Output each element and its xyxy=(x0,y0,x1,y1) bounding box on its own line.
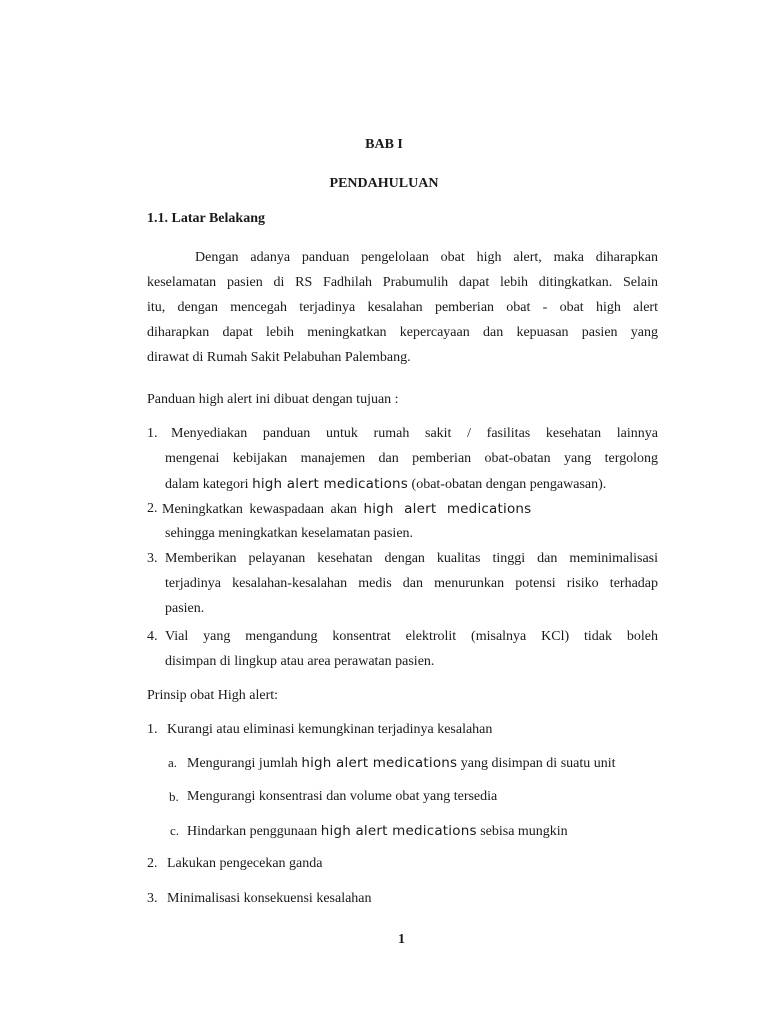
purpose-1-line-2: mengenai kebijakan manajemen dan pemberian obat-obatan yang tergolong xyxy=(165,451,658,466)
purpose-3-number: 3. xyxy=(147,551,158,566)
intro-line-2: keselamatan pasien di RS Fadhilah Prabumulih dapat lebih ditingkatkan. Selain xyxy=(147,275,658,290)
purpose-2-number: 2. xyxy=(147,501,158,516)
purpose-1-text-end: (obat-obatan dengan pengawasan). xyxy=(408,477,607,492)
principle-2-number: 2. xyxy=(147,856,158,871)
principle-1c-text: Hindarkan penggunaan xyxy=(187,824,321,839)
section-heading: 1.1. Latar Belakang xyxy=(147,211,265,226)
principle-1c xyxy=(187,821,568,841)
purpose-1-number: 1. xyxy=(147,426,158,441)
principle-3-number: 3. xyxy=(147,891,158,906)
principle-1a-text: Mengurangi jumlah xyxy=(187,756,302,771)
intro-line-4: diharapkan dapat lebih meningkatkan kepercayaan dan kepuasan pasien yang xyxy=(147,325,658,340)
purpose-2-highlight: high alert medications xyxy=(363,501,532,517)
principle-1b-marker: b. xyxy=(169,789,179,804)
principle-1a-highlight: high alert medications xyxy=(301,755,458,771)
principle-1b-text: Mengurangi konsentrasi dan volume obat yang tersedia xyxy=(187,789,498,804)
purpose-4-line-2: disimpan di lingkup atau area perawatan pasien. xyxy=(165,654,435,669)
intro-line-1: Dengan adanya panduan pengelolaan obat high alert, maka diharapkan xyxy=(195,250,658,265)
principle-1a-text-end: yang disimpan di suatu unit xyxy=(457,756,616,771)
purpose-1-line-3 xyxy=(165,474,606,494)
principle-3-text: Minimalisasi konsekuensi kesalahan xyxy=(167,891,372,906)
purpose-2-line-1 xyxy=(162,499,531,519)
chapter-title: PENDAHULUAN xyxy=(329,176,439,191)
purpose-4-line-1: Vial yang mengandung konsentrat elektrolit (misalnya KCl) tidak boleh xyxy=(165,629,658,644)
principle-1a-marker: a. xyxy=(168,755,178,770)
purpose-1-highlight: high alert medications xyxy=(252,476,409,492)
principle-1c-highlight: high alert medications xyxy=(320,823,477,839)
purpose-3-line-3: pasien. xyxy=(165,601,205,616)
intro-line-5: dirawat di Rumah Sakit Pelabuhan Palembang. xyxy=(147,350,411,365)
purpose-2-line-2: sehingga meningkatkan keselamatan pasien. xyxy=(165,526,414,541)
purpose-3-line-2: terjadinya kesalahan-kesalahan medis dan menurunkan potensi risiko terhadap xyxy=(165,576,658,591)
principle-2-text: Lakukan pengecekan ganda xyxy=(167,856,323,871)
purpose-1-text: dalam kategori xyxy=(165,477,253,492)
principles-intro: Prinsip obat High alert: xyxy=(147,688,279,703)
intro-line-3: itu, dengan mencegah terjadinya kesalahan pemberian obat - obat high alert xyxy=(147,300,658,315)
purpose-3-line-1: Memberikan pelayanan kesehatan dengan kualitas tinggi dan meminimalisasi xyxy=(165,551,658,566)
purpose-intro: Panduan high alert ini dibuat dengan tujuan : xyxy=(147,392,399,407)
principle-1c-text-end: sebisa mungkin xyxy=(476,824,568,839)
page-number: 1 xyxy=(398,932,405,947)
purpose-2-text: Meningkatkan kewaspadaan akan xyxy=(162,502,364,517)
principle-1-number: 1. xyxy=(147,722,158,737)
principle-1c-marker: c. xyxy=(170,823,180,838)
purpose-4-number: 4. xyxy=(147,629,158,644)
chapter-label: BAB I xyxy=(365,137,403,152)
principle-1a xyxy=(187,753,616,773)
purpose-1-line-1: Menyediakan panduan untuk rumah sakit / fasilitas kesehatan lainnya xyxy=(171,426,658,441)
principle-1-text: Kurangi atau eliminasi kemungkinan terjadinya kesalahan xyxy=(167,722,493,737)
